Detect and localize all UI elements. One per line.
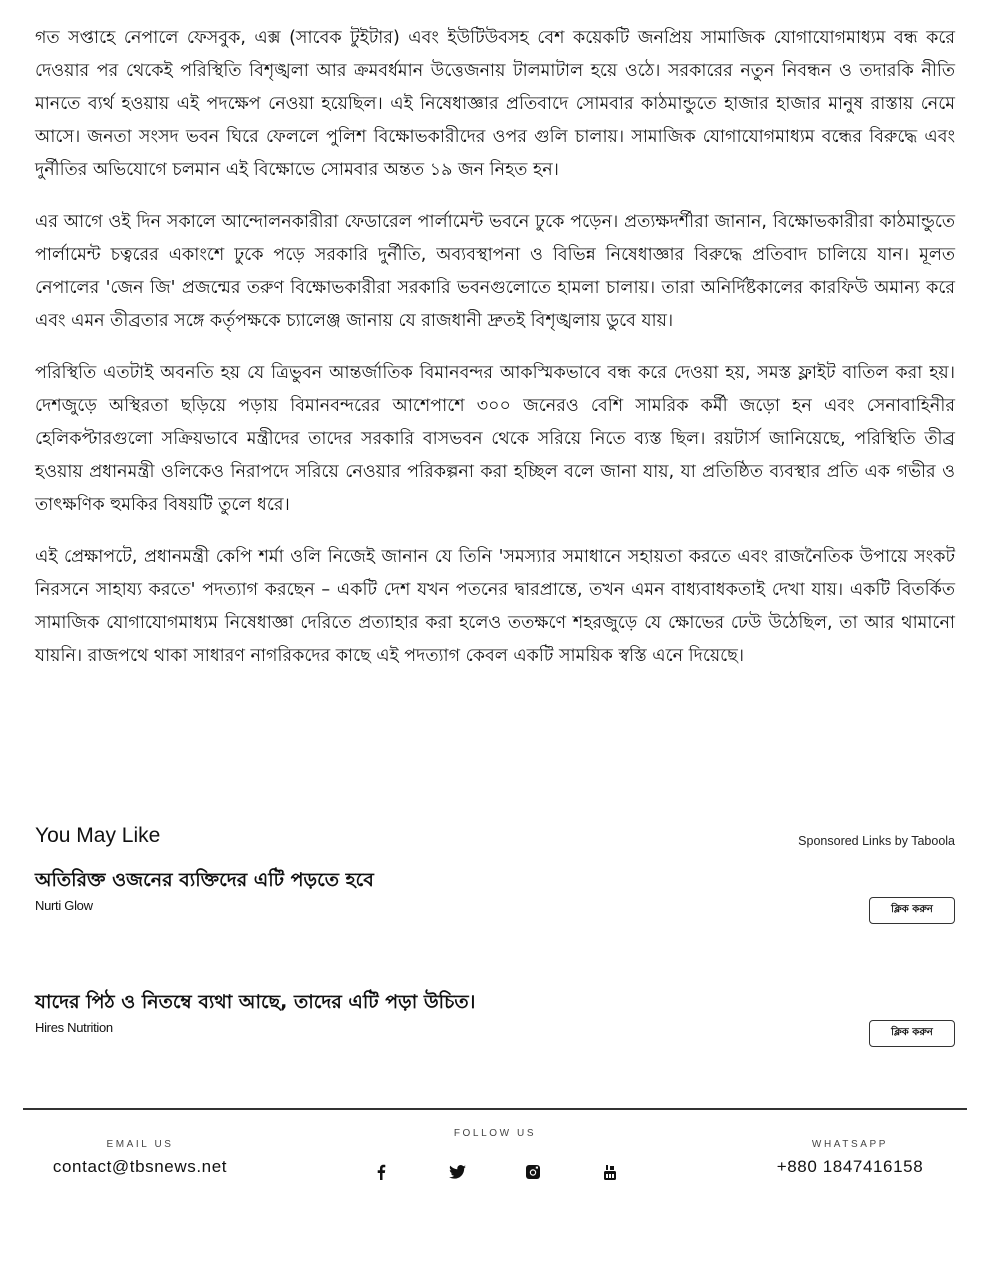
article-paragraph: পরিস্থিতি এতটাই অবনতি হয় যে ত্রিভুবন আন্তর্জাতিক বিমানবন্দর আকস্মিকভাবে বন্ধ করে দেওয়া হয়, সমস্ত ফ্লাইট বাতিল করা হয়। দেশজুড়ে অস্থিরতা ছড়িয়ে পড়ায় বিমানবন্দরের আশেপাশে ৩০০ জনেরও বেশি সামরিক কর্মী জড়ো হন এবং সেনাবাহিনীর হেলিকপ্টারগুলো সক্রিয়ভাবে মন্ত্রীদের তাদের সরকারি বাসভবন থেকে সরিয়ে নিতে ব্যস্ত ছিল। রয়টার্স জানিয়েছে, পরিস্থিতি তীব্র হওয়ায় প্রধানমন্ত্রী ওলিকেও নিরাপদে সরিয়ে নেওয়ার পরিকল্পনা করা হচ্ছিল বলে জানা যায়, যা প্রতিষ্ঠিত ব্যবস্থার প্রতি এক গভীর ও তাৎক্ষণিক হুমকির বিষয়টি তুলে ধরে। <box>35 363 955 515</box>
article-paragraph: এই প্রেক্ষাপটে, প্রধানমন্ত্রী কেপি শর্মা ওলি নিজেই জানান যে তিনি 'সমস্যার সমাধানে সহায়তা করতে এবং রাজনৈতিক উপায়ে সংকট নিরসনে সাহায্য করতে' পদত্যাগ করছেন – একটি দেশ যখন পতনের দ্বারপ্রান্তে, তখন এমন বাধ্যবাধকতাই দেখা যায়। একটি বিতর্কিত সামাজিক যোগাযোগমাধ্যম নিষেধাজ্ঞা দেরিতে প্রত্যাহার করা হলেও ততক্ষণে শহরজুড়ে যে ক্ষোভের ঢেউ উঠেছিল, তা আর থামানো যায়নি। রাজপথে থাকা সাধারণ নাগরিকদের কাছে এই পদত্যাগ কেবল একটি সাময়িক স্বস্তি এনে দিয়েছে। <box>35 547 955 666</box>
sponsored-headline[interactable]: যাদের পিঠ ও নিতম্বে ব্যথা আছে, তাদের এটি পড়া উচিত। <box>35 991 476 1013</box>
sponsored-links-label[interactable]: Sponsored Links by Taboola <box>798 834 955 848</box>
footer-email <box>40 1139 240 1177</box>
instagram-icon[interactable] <box>523 1162 543 1182</box>
click-button[interactable]: ক্লিক করুন <box>869 897 955 924</box>
youtube-icon[interactable] <box>600 1162 620 1182</box>
whatsapp-number[interactable]: +880 1847416158 <box>776 1157 924 1176</box>
facebook-icon[interactable] <box>371 1162 391 1182</box>
twitter-icon[interactable] <box>447 1162 467 1182</box>
sponsored-headline[interactable]: অতিরিক্ত ওজনের ব্যক্তিদের এটি পড়তে হবে <box>35 869 374 891</box>
article-paragraph: গত সপ্তাহে নেপালে ফেসবুক, এক্স (সাবেক টুইটার) এবং ইউটিউবসহ বেশ কয়েকটি জনপ্রিয় সামাজিক যোগাযোগমাধ্যম বন্ধ করে দেওয়ার পর থেকেই পরিস্থিতি বিশৃঙ্খলা আর ক্রমবর্ধমান উত্তেজনায় টালমাটাল হয়ে ওঠে। সরকারের নতুন নিবন্ধন ও তদারকি নীতি মানতে ব্যর্থ হওয়ায় এই পদক্ষেপ নেওয়া হয়েছিল। এই নিষেধাজ্ঞার প্রতিবাদে সোমবার কাঠমান্ডুতে হাজার হাজার মানুষ রাস্তায় নেমে আসে। জনতা সংসদ ভবন ঘিরে ফেললে পুলিশ বিক্ষোভকারীদের ওপর গুলি চালায়। সামাজিক যোগাযোগমাধ্যম বন্ধের বিরুদ্ধে এবং দুর্নীতির অভিযোগে চলমান এই বিক্ষোভে সোমবার অন্তত ১৯ জন নিহত হন। <box>35 28 955 180</box>
click-button[interactable]: ক্লিক করুন <box>869 1020 955 1047</box>
email-link[interactable]: contact@tbsnews.net <box>52 1157 228 1176</box>
email-label: EMAIL US <box>106 1139 174 1150</box>
sponsored-source: Nurti Glow <box>35 898 93 913</box>
follow-label: FOLLOW US <box>453 1128 537 1139</box>
sponsored-item[interactable] <box>35 866 955 913</box>
sponsored-source: Hires Nutrition <box>35 1020 113 1035</box>
sponsored-item[interactable] <box>35 988 955 1038</box>
footer-follow <box>430 1128 560 1139</box>
article-paragraph: এর আগে ওই দিন সকালে আন্দোলনকারীরা ফেডারেল পার্লামেন্ট ভবনে ঢুকে পড়েন। প্রত্যক্ষদর্শীরা জানান, বিক্ষোভকারীরা কাঠমান্ডুতে পার্লামেন্ট চত্বরের একাংশে ঢুকে পড়ে সরকারি দুর্নীতি, অব্যবস্থাপনা ও বিভিন্ন নিষেধাজ্ঞার বিরুদ্ধে প্রতিবাদ চালিয়ে যান। মূলত নেপালের 'জেন জি' প্রজন্মের তরুণ বিক্ষোভকারীরা সরকারি ভবনগুলোতে হামলা চালায়। তারা অনির্দিষ্টকালের কারফিউ অমান্য করে এবং এমন তীব্রতার সঙ্গে কর্তৃপক্ষকে চ্যালেঞ্জ জানায় যে রাজধানী দ্রুতই বিশৃঙ্খলায় ডুবে যায়। <box>35 212 955 331</box>
you-may-like-header <box>35 824 955 854</box>
article-body <box>35 22 955 692</box>
footer-divider <box>23 1108 967 1110</box>
whatsapp-label: WHATSAPP <box>811 1139 889 1150</box>
you-may-like-title: You May Like <box>35 824 161 847</box>
footer-whatsapp <box>765 1139 935 1177</box>
